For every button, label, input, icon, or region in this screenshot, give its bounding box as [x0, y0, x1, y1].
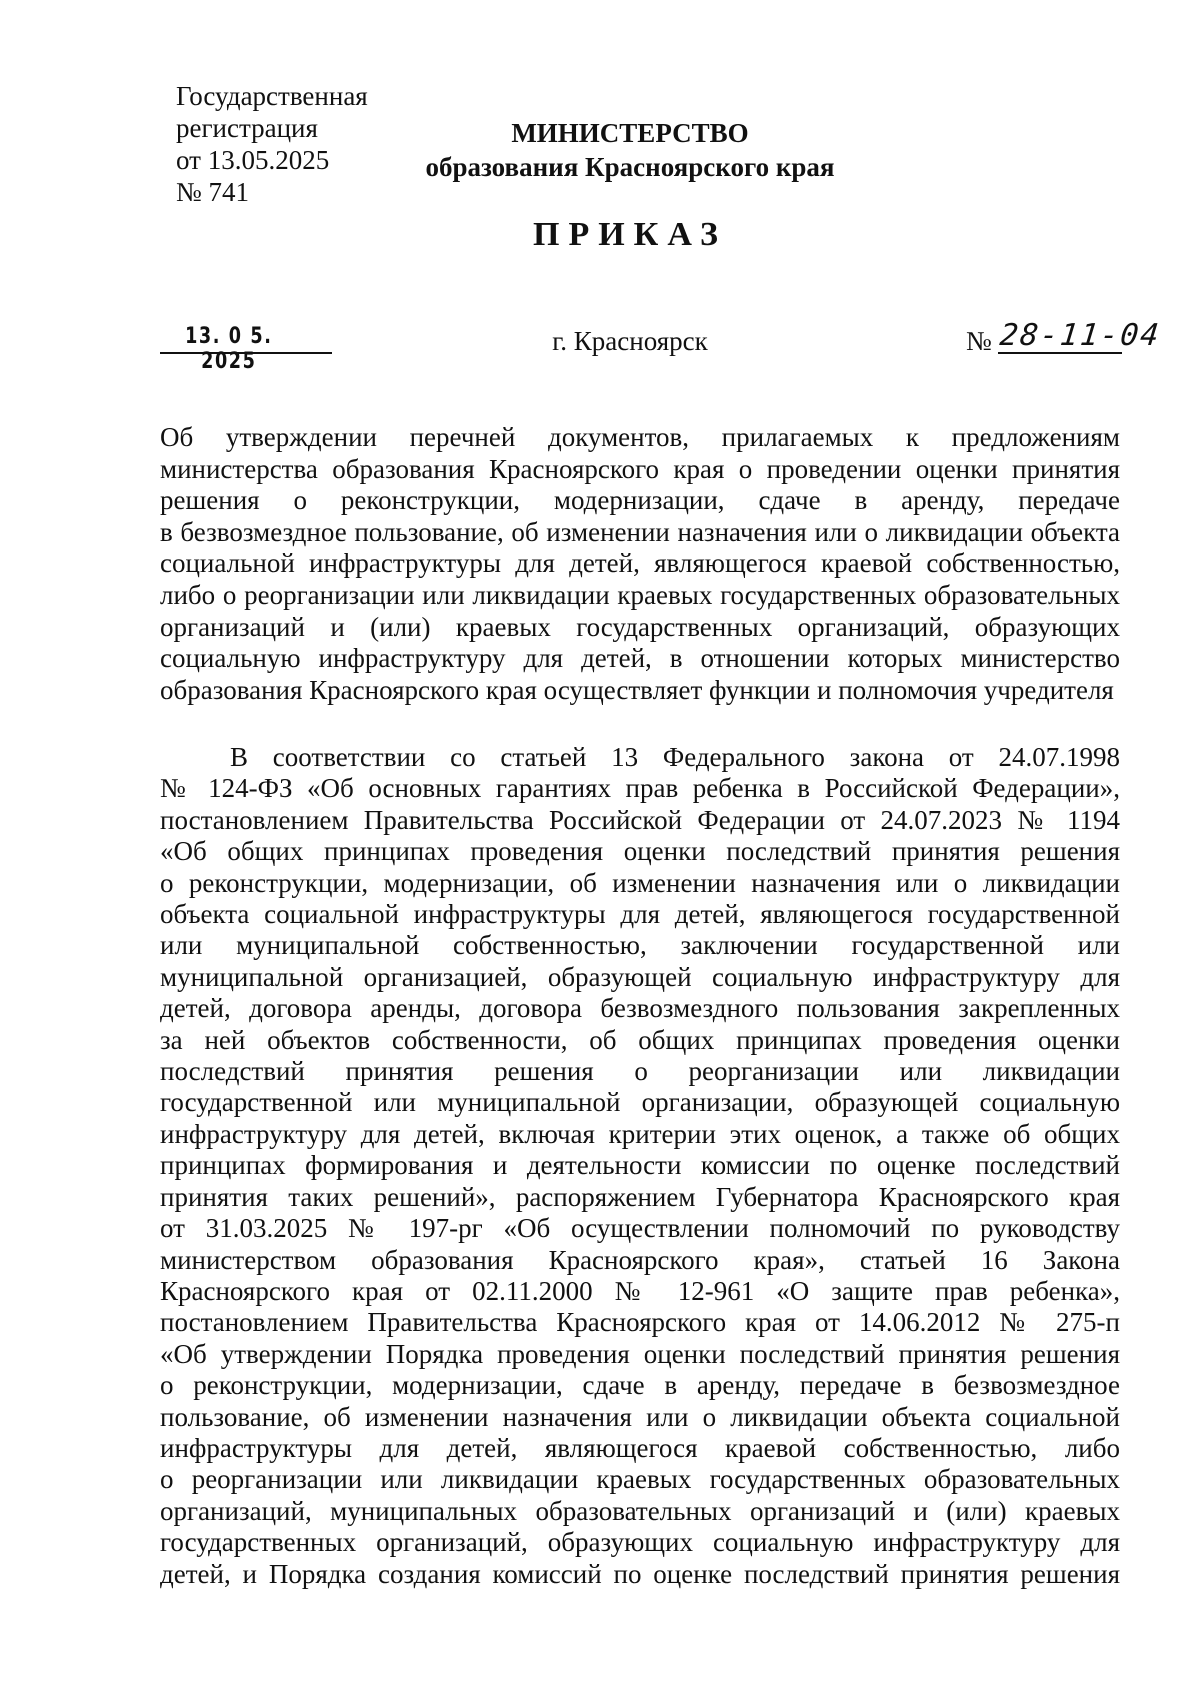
subject-line: решения о реконструкции, модернизации, сдаче в аренду, передаче	[160, 485, 1120, 516]
subject-line: социальной инфраструктуры для детей, являющегося краевой собственностью,	[160, 548, 1120, 579]
body-line: принципах формирования и деятельности комиссии по оценке последствий	[160, 1150, 1120, 1181]
body-line: инфраструктуры для детей, являющегося краевой собственностью, либо	[160, 1432, 1120, 1463]
body-line: последствий принятия решения о реорганизации или ликвидации	[160, 1056, 1120, 1087]
subject-line: либо о реорганизации или ликвидации краевых государственных образовательных	[160, 579, 1120, 610]
registration-number: № 741	[176, 177, 250, 207]
body-line: № 124-ФЗ «Об основных гарантиях прав ребенка в Российской Федерации»,	[160, 773, 1120, 804]
number-underline	[998, 352, 1122, 354]
subject-line: образования Красноярского края осуществляет функции и полномочия учредителя	[160, 674, 1114, 705]
body-line: детей, договора аренды, договора безвозмездного пользования закрепленных	[160, 993, 1120, 1024]
registration-line: регистрация	[176, 113, 318, 143]
date-underline	[160, 352, 332, 354]
subject-line: в безвозмездное пользование, об изменении назначения или о ликвидации объекта	[160, 516, 1120, 547]
body-line: о реконструкции, модернизации, об изменении назначения или о ликвидации	[160, 867, 1120, 898]
document-type: ПРИКАЗ	[533, 216, 727, 253]
body-line: принятия таких решений», распоряжением Губернатора Красноярского края	[160, 1181, 1120, 1212]
ministry-header	[400, 116, 860, 184]
body-line: детей, и Порядка создания комиссий по оценке последствий принятия решения	[160, 1558, 1120, 1589]
body-line: муниципальной организацией, образующей социальную инфраструктуру для	[160, 961, 1120, 992]
body-line: В соответствии со статьей 13 Федерального закона от 24.07.1998	[230, 742, 1120, 772]
body-line: о реорганизации или ликвидации краевых государственных образовательных	[160, 1464, 1120, 1495]
body-line: министерством образования Красноярского края», статьей 16 Закона	[160, 1244, 1120, 1275]
order-number-label: №	[966, 326, 992, 356]
body-line: Красноярского края от 02.11.2000 № 12-961 «О защите прав ребенка»,	[160, 1275, 1120, 1306]
body-line: или муниципальной собственностью, заключении государственной или	[160, 930, 1120, 961]
registration-line: Государственная	[176, 81, 368, 111]
ministry-title: МИНИСТЕРСТВО	[511, 118, 749, 148]
subject-line: министерства образования Красноярского края о проведении оценки принятия	[160, 453, 1120, 484]
subject-line: организаций и (или) краевых государственных организаций, образующих	[160, 611, 1120, 642]
body-line: постановлением Правительства Красноярского края от 14.06.2012 № 275-п	[160, 1307, 1120, 1338]
body-line: от 31.03.2025 № 197-рг «Об осуществлении полномочий по руководству	[160, 1213, 1120, 1244]
body-line: «Об общих принципах проведения оценки последствий принятия решения	[160, 836, 1120, 867]
body-line: государственной или муниципальной организации, образующей социальную	[160, 1087, 1120, 1118]
order-subject	[160, 422, 1120, 706]
body-line: организаций, муниципальных образовательных организаций и (или) краевых	[160, 1495, 1120, 1526]
body-line: объекта социальной инфраструктуры для детей, являющегося государственной	[160, 899, 1120, 930]
subject-line: социальную инфраструктуру для детей, в отношении которых министерство	[160, 643, 1120, 674]
registration-block	[176, 80, 416, 208]
order-date: 13. 0 5. 2025	[185, 324, 273, 374]
body-line: государственных организаций, образующих социальную инфраструктуру для	[160, 1527, 1120, 1558]
ministry-subtitle: образования Красноярского края	[425, 152, 835, 182]
order-city: г. Красноярск	[552, 326, 708, 356]
body-line: постановлением Правительства Российской Федерации от 24.07.2023 № 1194	[160, 804, 1120, 835]
body-line: о реконструкции, модернизации, сдаче в аренду, передаче в безвозмездное	[160, 1370, 1120, 1401]
order-body	[160, 742, 1120, 1590]
body-line: «Об утверждении Порядка проведения оценки последствий принятия решения	[160, 1338, 1120, 1369]
body-line: пользование, об изменении назначения или о ликвидации объекта социальной	[160, 1401, 1120, 1432]
registration-date: от 13.05.2025	[176, 145, 330, 175]
order-number: 28-11-04	[998, 318, 1163, 353]
subject-line: Об утверждении перечней документов, прилагаемых к предложениям	[160, 422, 1120, 452]
body-line: инфраструктуру для детей, включая критерии этих оценок, а также об общих	[160, 1118, 1120, 1149]
body-line: за ней объектов собственности, об общих принципах проведения оценки	[160, 1024, 1120, 1055]
